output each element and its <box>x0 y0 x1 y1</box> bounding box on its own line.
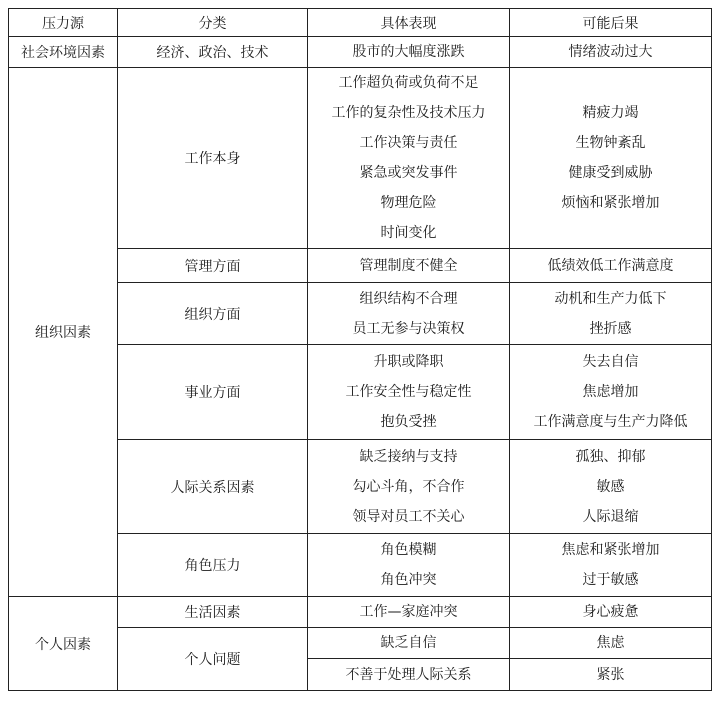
manifestation-line: 员工无参与决策权 <box>352 320 465 337</box>
manifestation-line: 工作—家庭冲突 <box>359 604 458 620</box>
manifestation-line: 紧急或突发事件 <box>359 165 458 181</box>
manifestation-line: 物理危险 <box>380 195 437 211</box>
manifestation-cell <box>308 68 510 249</box>
table-row <box>9 68 712 249</box>
consequence-line: 焦虑 <box>596 635 625 651</box>
manifestation-line: 工作的复杂性及技术压力 <box>331 105 486 121</box>
table-row <box>9 597 712 628</box>
consequence-line: 低绩效低工作满意度 <box>547 257 674 274</box>
consequence-line: 敏感 <box>596 478 625 495</box>
consequence-line: 身心疲惫 <box>582 604 639 620</box>
header-source: 压力源 <box>9 9 118 37</box>
manifestation-cell <box>308 37 510 68</box>
manifestation-cell <box>308 659 510 691</box>
manifestation-cell <box>308 597 510 628</box>
consequence-line: 孤独、抑郁 <box>575 448 646 465</box>
consequence-line: 人际退缩 <box>582 508 639 525</box>
category-cell: 工作本身 <box>118 68 308 249</box>
manifestation-cell <box>308 440 510 534</box>
table-row <box>9 37 712 68</box>
consequence-cell <box>510 37 712 68</box>
manifestation-line: 角色模糊 <box>380 542 437 558</box>
manifestation-line: 时间变化 <box>380 225 437 241</box>
manifestation-cell <box>308 249 510 283</box>
consequence-cell <box>510 283 712 345</box>
category-cell: 经济、政治、技术 <box>118 37 308 68</box>
manifestation-line: 勾心斗角，不合作 <box>352 478 465 495</box>
consequence-line: 焦虑和紧张增加 <box>561 542 660 558</box>
header-manifestation: 具体表现 <box>308 9 510 37</box>
manifestation-line: 组织结构不合理 <box>359 290 458 307</box>
consequence-line: 精疲力竭 <box>582 105 639 121</box>
manifestation-line: 不善于处理人际关系 <box>345 666 472 683</box>
manifestation-cell <box>308 628 510 659</box>
consequence-line: 过于敏感 <box>582 572 639 588</box>
manifestation-line: 工作超负荷或负荷不足 <box>338 75 479 91</box>
header-category: 分类 <box>118 9 308 37</box>
header-row <box>9 9 712 37</box>
manifestation-line: 升职或降职 <box>373 354 444 370</box>
category-cell: 个人问题 <box>118 628 308 691</box>
consequence-line: 紧张 <box>596 666 625 683</box>
manifestation-cell <box>308 534 510 597</box>
manifestation-line: 缺乏自信 <box>380 635 437 651</box>
consequence-line: 失去自信 <box>582 354 639 370</box>
manifestation-cell <box>308 345 510 440</box>
source-cell: 个人因素 <box>9 597 118 691</box>
consequence-cell <box>510 68 712 249</box>
consequence-cell <box>510 345 712 440</box>
manifestation-line: 股市的大幅度涨跌 <box>352 44 465 60</box>
category-cell: 角色压力 <box>118 534 308 597</box>
consequence-line: 焦虑增加 <box>582 384 639 400</box>
consequence-line: 工作满意度与生产力降低 <box>533 414 688 430</box>
manifestation-cell <box>308 283 510 345</box>
consequence-cell <box>510 534 712 597</box>
consequence-line: 生物钟紊乱 <box>575 135 646 151</box>
consequence-line: 烦恼和紧张增加 <box>561 195 660 211</box>
category-cell: 人际关系因素 <box>118 440 308 534</box>
manifestation-line: 角色冲突 <box>380 572 437 588</box>
manifestation-line: 管理制度不健全 <box>359 257 458 274</box>
category-cell: 事业方面 <box>118 345 308 440</box>
manifestation-line: 抱负受挫 <box>380 414 437 430</box>
manifestation-line: 工作决策与责任 <box>359 135 458 151</box>
consequence-cell <box>510 249 712 283</box>
category-cell: 管理方面 <box>118 249 308 283</box>
consequence-line: 动机和生产力低下 <box>554 290 667 307</box>
manifestation-line: 领导对员工不关心 <box>352 508 465 525</box>
consequence-cell <box>510 628 712 659</box>
consequence-cell <box>510 597 712 628</box>
consequence-line: 挫折感 <box>589 320 632 337</box>
consequence-cell <box>510 659 712 691</box>
consequence-cell <box>510 440 712 534</box>
stress-table <box>8 8 712 691</box>
category-cell: 组织方面 <box>118 283 308 345</box>
manifestation-line: 工作安全性与稳定性 <box>345 384 472 400</box>
manifestation-line: 缺乏接纳与支持 <box>359 448 458 465</box>
source-cell: 社会环境因素 <box>9 37 118 68</box>
source-cell: 组织因素 <box>9 68 118 597</box>
consequence-line: 情绪波动过大 <box>568 44 653 60</box>
header-consequence: 可能后果 <box>510 9 712 37</box>
consequence-line: 健康受到威胁 <box>568 165 653 181</box>
category-cell: 生活因素 <box>118 597 308 628</box>
